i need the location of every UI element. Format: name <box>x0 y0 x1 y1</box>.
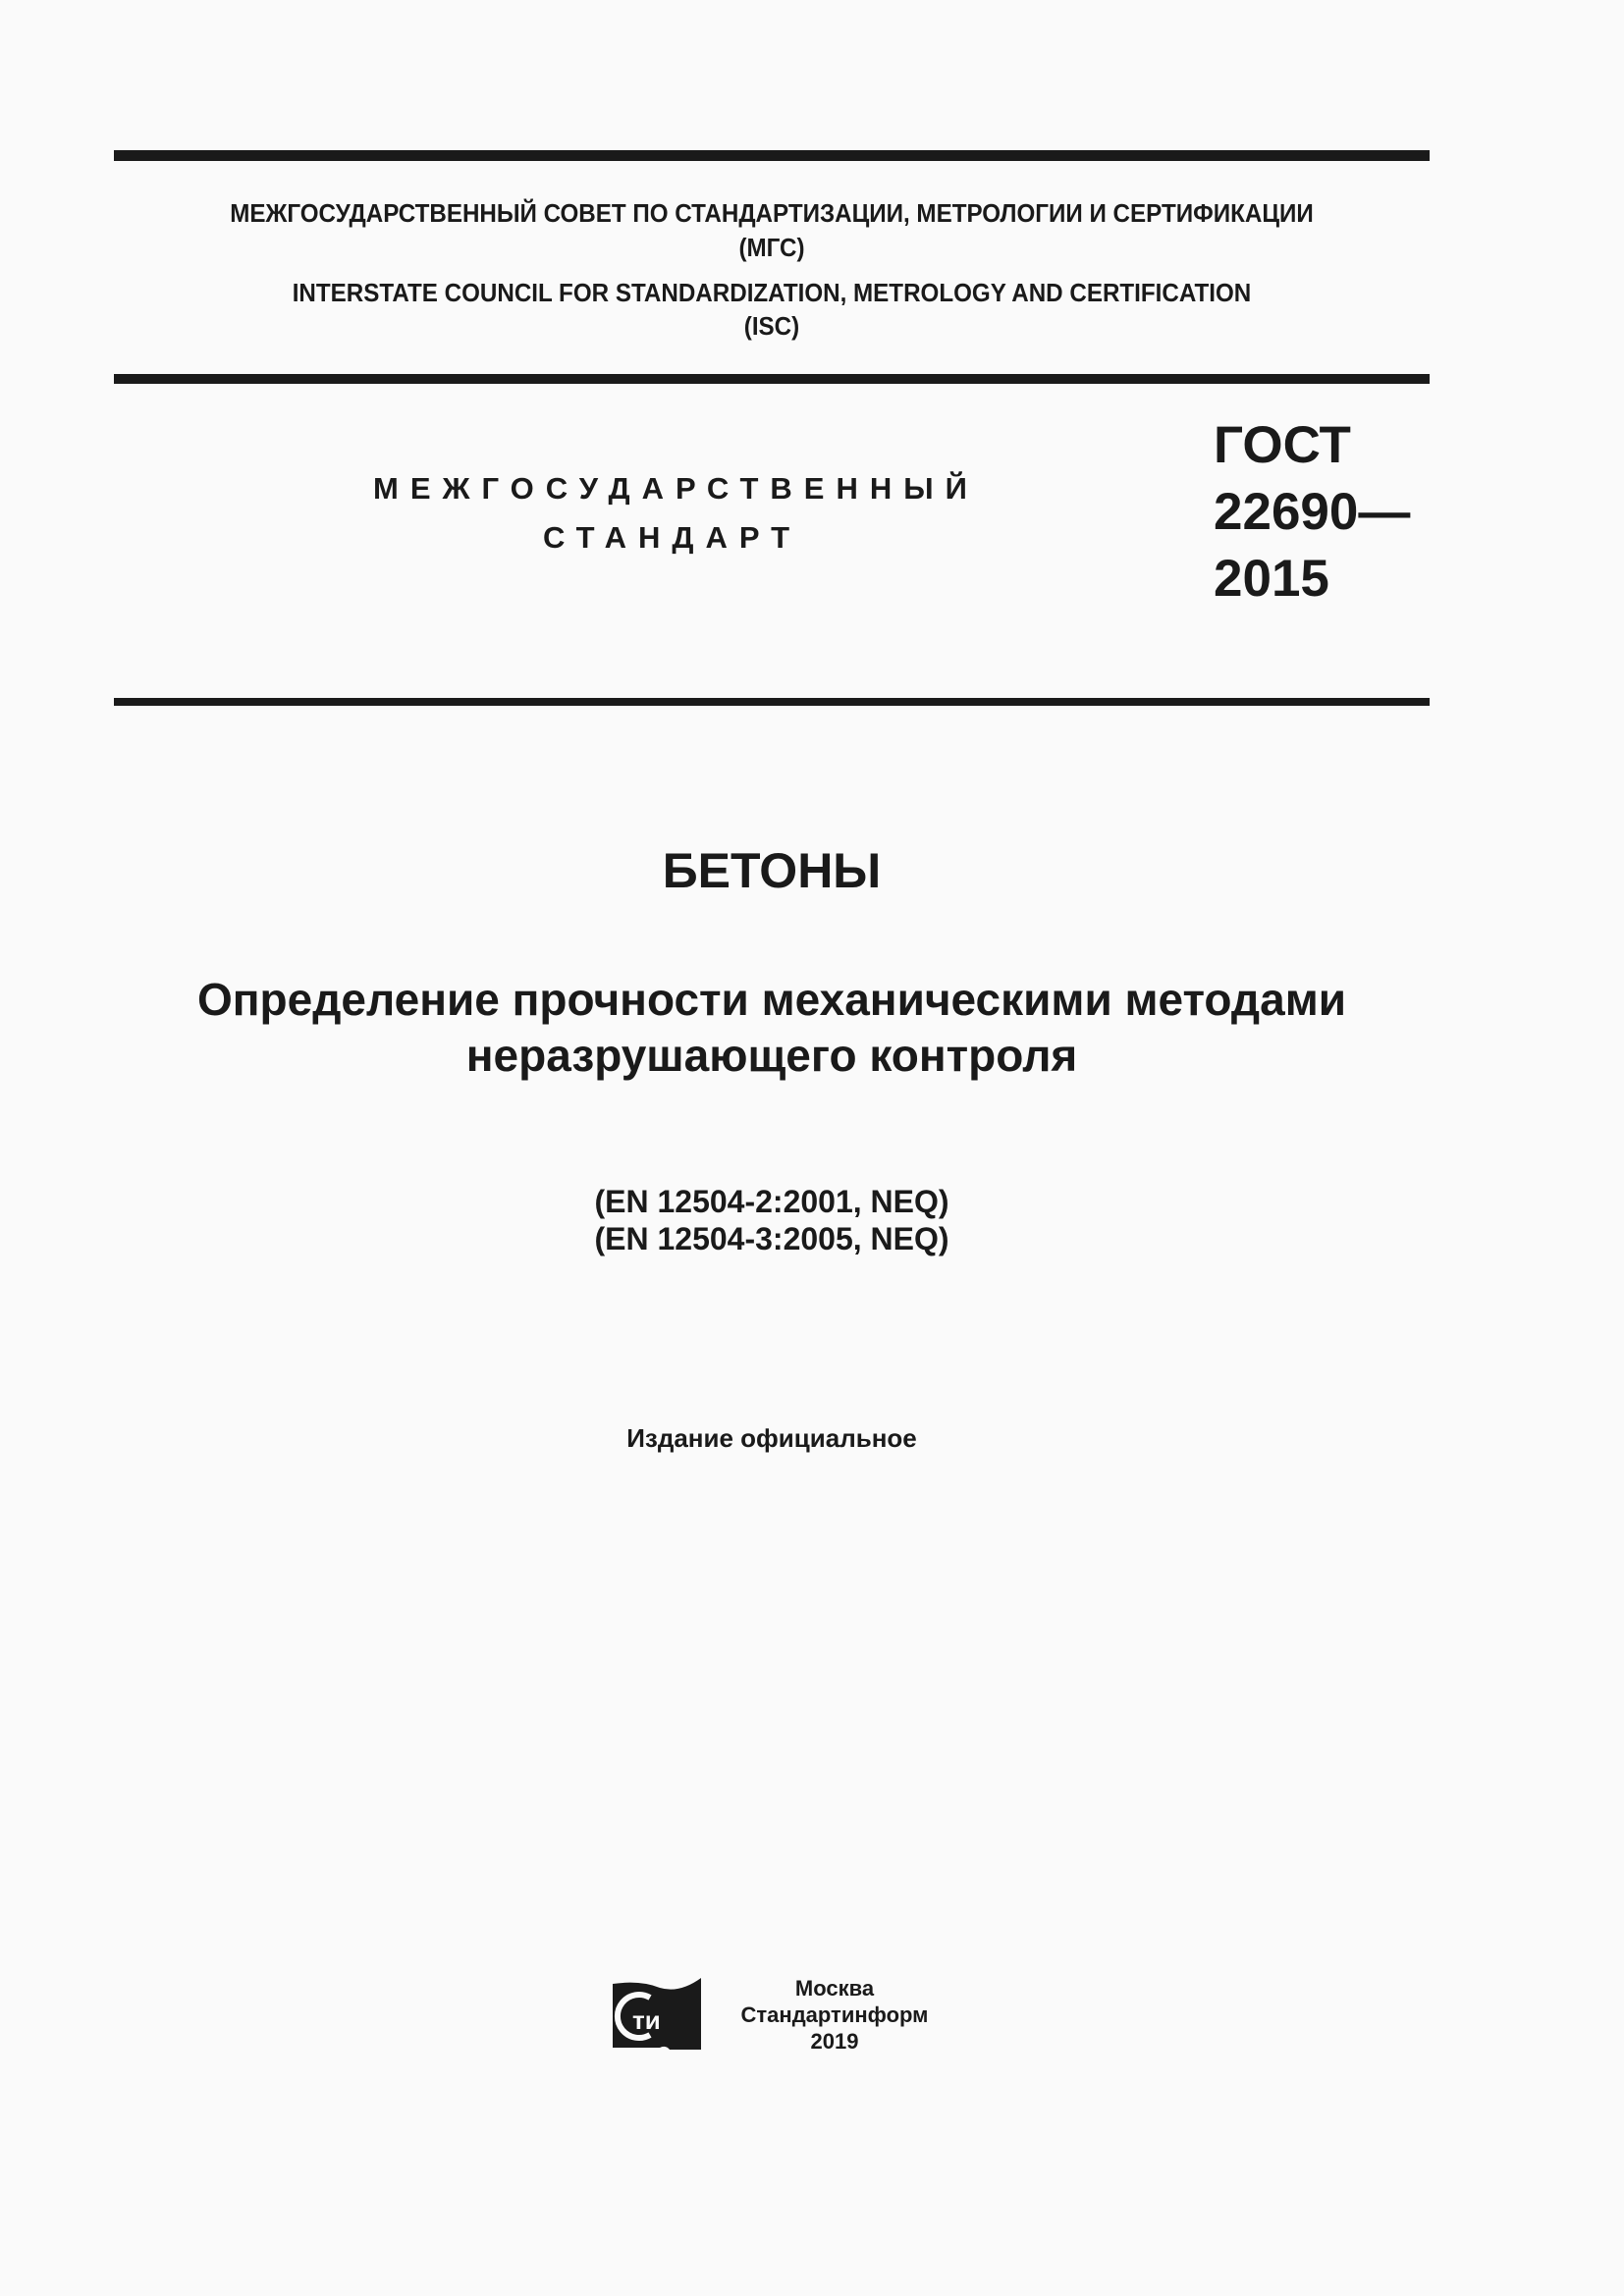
gost-designation <box>1214 412 1410 613</box>
subtitle-line2: неразрушающего контроля <box>465 1030 1078 1081</box>
publisher-city: Москва <box>794 1976 875 2001</box>
gost-number: 22690— <box>1214 483 1411 541</box>
top-rule <box>114 150 1430 161</box>
publisher-block <box>717 1975 952 2055</box>
publisher-name: Стандартинформ <box>740 2002 929 2027</box>
standard-type-line2: СТАНДАРТ <box>543 520 802 555</box>
council-ru: МЕЖГОСУДАРСТВЕННЫЙ СОВЕТ ПО СТАНДАРТИЗАЦИИ, МЕТРОЛОГИИ И СЕРТИФИКАЦИИ <box>230 198 1314 228</box>
publisher-year: 2019 <box>810 2029 859 2054</box>
document-title: БЕТОНЫ <box>662 843 882 898</box>
council-en: INTERSTATE COUNCIL FOR STANDARDIZATION, METROLOGY AND CERTIFICATION <box>292 278 1252 307</box>
reference-1: (EN 12504-2:2001, NEQ) <box>594 1184 949 1219</box>
standard-type-line1: МЕЖГОСУДАРСТВЕННЫЙ <box>373 471 979 506</box>
subtitle-line1: Определение прочности механическими методами <box>196 974 1347 1025</box>
reference-2: (EN 12504-3:2005, NEQ) <box>594 1221 949 1256</box>
standard-rule <box>114 698 1430 706</box>
standartinform-logo <box>611 1976 705 2055</box>
gost-label: ГОСТ <box>1214 416 1351 474</box>
gost-year: 2015 <box>1214 550 1329 608</box>
svg-text:ти: ти <box>632 2005 661 2035</box>
abbr-ru: (МГС) <box>738 233 805 262</box>
header-rule <box>114 374 1430 384</box>
abbr-en: (ISC) <box>743 311 800 341</box>
edition-note: Издание официальное <box>626 1423 917 1453</box>
